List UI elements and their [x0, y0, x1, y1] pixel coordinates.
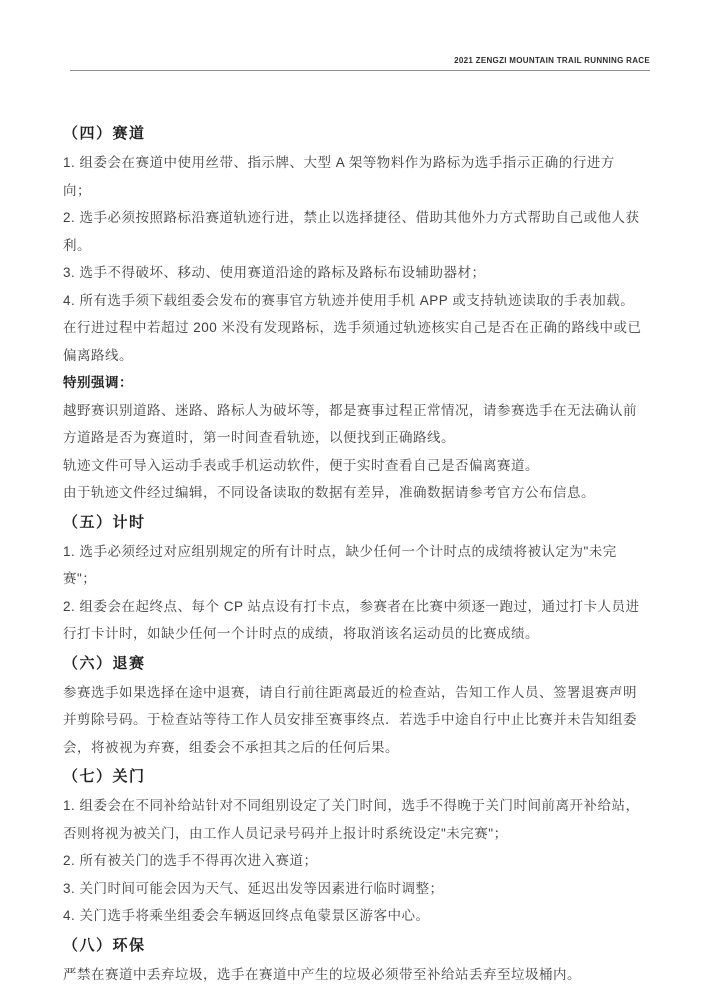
section-heading-course: （四）赛道	[63, 125, 146, 142]
page-header	[70, 50, 650, 71]
document-content	[0, 121, 702, 988]
paragraph-course-note-2: 轨迹文件可导入运动手表或手机运动软件，便于实时查看自己是否偏离赛道。	[63, 457, 539, 473]
paragraph-timing-1: 1. 选手必须经过对应组别规定的所有计时点，缺少任何一个计时点的成绩将被认定为"未完赛"；	[63, 543, 617, 586]
paragraph-course-4: 4. 所有选手须下载组委会发布的赛事官方轨迹并使用手机 APP 或支持轨迹读取的手表加载。在行进过程中若超过 200 米没有发现路标，选手须通过轨迹核实自己是否在正确的路线中或已偏离路线。	[63, 292, 642, 363]
section-heading-withdrawal: （六）退赛	[63, 654, 146, 672]
paragraph-course-note-3: 由于轨迹文件经过编辑，不同设备读取的数据有差异，准确数据请参考官方公布信息。	[63, 485, 595, 500]
paragraph-cutoff-1: 1. 组委会在不同补给站针对不同组别设定了关门时间，选手不得晚于关门时间前离开补给站，否则将视为被关门，由工作人员记录号码并上报计时系统设定"未完赛"；	[63, 798, 640, 841]
paragraph-course-note-1: 越野赛识别道路、迷路、路标人为破坏等，都是赛事过程正常情况，请参赛选手在无法确认前方道路是否为赛道时，第一时间查看轨迹，以便找到正确路线。	[63, 402, 637, 445]
paragraph-cutoff-4: 4. 关门选手将乘坐组委会车辆返回终点龟蒙景区游客中心。	[63, 908, 430, 923]
section-heading-cutoff: （七）关门	[63, 768, 146, 785]
special-emphasis-label: 特别强调：	[63, 375, 133, 390]
paragraph-course-3: 3. 选手不得破坏、移动、使用赛道沿途的路标及路标布设辅助器材；	[63, 265, 486, 280]
paragraph-cutoff-2: 2. 所有被关门的选手不得再次进入赛道；	[63, 853, 318, 868]
paragraph-course-2: 2. 选手必须按照路标沿赛道轨迹行进，禁止以选择捷径、借助其他外力方式帮助自己或他人获利。	[63, 210, 640, 253]
paragraph-environment-1: 严禁在赛道中丢弃垃圾，选手在赛道中产生的垃圾必须带至补给站丢弃至垃圾桶内。	[63, 966, 581, 982]
paragraph-course-1: 1. 组委会在赛道中使用丝带、指示牌、大型 A 架等物料作为路标为选手指示正确的行进方向；	[63, 155, 615, 198]
section-heading-timing: （五）计时	[63, 513, 146, 531]
paragraph-withdrawal-1: 参赛选手如果选择在途中退赛，请自行前往距离最近的检查站，告知工作人员、签署退赛声明并剪除号码。于检查站等待工作人员安排至赛事终点．若选手中途自行中止比赛并未告知组委会，将被视为弃赛，组委会不承担其之后的任何后果。	[63, 684, 637, 755]
section-heading-environment: （八）环保	[63, 936, 146, 954]
paragraph-timing-2: 2. 组委会在起终点、每个 CP 站点设有打卡点，参赛者在比赛中须逐一跑过，通过打卡人员进行打卡计时，如缺少任何一个计时点的成绩，将取消该名运动员的比赛成绩。	[63, 598, 640, 641]
header-title: 2021 ZENGZI MOUNTAIN TRAIL RUNNING RACE	[454, 56, 650, 65]
paragraph-cutoff-3: 3. 关门时间可能会因为天气、延迟出发等因素进行临时调整；	[63, 880, 444, 896]
